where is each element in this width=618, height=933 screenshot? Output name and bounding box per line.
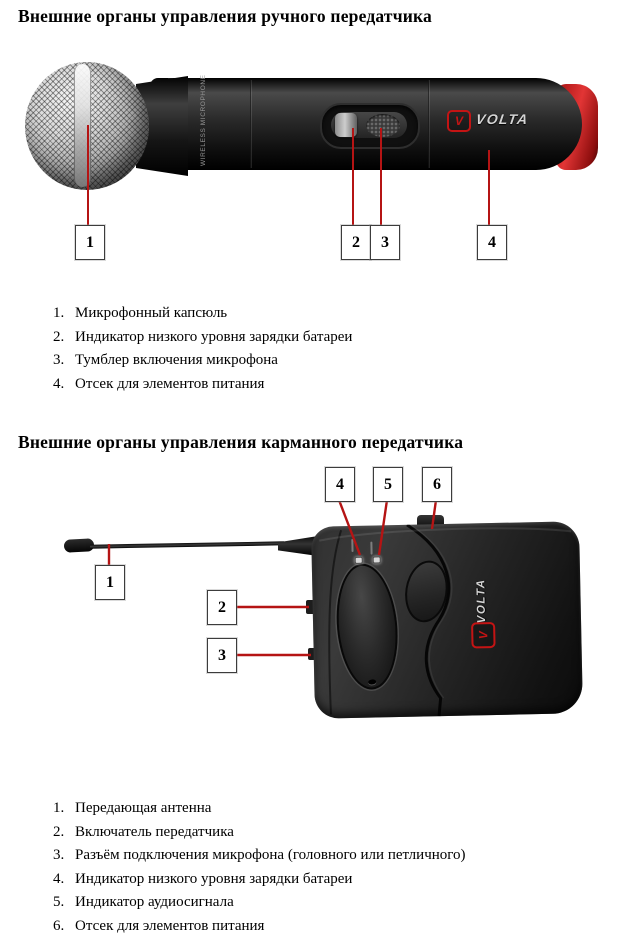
volta-emblem-icon: V (447, 110, 471, 132)
section-title-handheld: Внешние органы управления ручного передатчика (18, 6, 433, 26)
callout-box-2: 2 (341, 225, 371, 260)
legend-item: 4. Индикатор низкого уровня зарядки батареи (68, 868, 466, 892)
legend-item: 1. Микрофонный капсюль (68, 302, 352, 326)
callout-box-1: 1 (75, 225, 105, 260)
callout-box-1: 1 (95, 565, 125, 600)
callout-box-6: 6 (422, 467, 452, 502)
legend-item: 2. Индикатор низкого уровня зарядки батареи (68, 326, 352, 350)
callout-line-1 (87, 125, 89, 225)
callout-box-3: 3 (207, 638, 237, 673)
callout-line-2 (352, 128, 354, 225)
mic-handle (150, 74, 582, 170)
battery-compartment-seam (428, 80, 430, 168)
power-switch-panel (320, 103, 420, 149)
callout-box-5: 5 (373, 467, 403, 502)
callout-box-4: 4 (325, 467, 355, 502)
legend-item: 3. Разъём подключения микрофона (головного или петличного) (68, 844, 466, 868)
legend-item: 5. Индикатор аудиосигнала (68, 891, 466, 915)
bodypack-callout-lines (0, 460, 618, 740)
mic-seam-line (250, 80, 252, 168)
section-title-bodypack: Внешние органы управления карманного передатчика (18, 432, 464, 452)
callout-box-3: 3 (370, 225, 400, 260)
legend-bodypack (42, 797, 466, 933)
legend-item: 2. Включатель передатчика (68, 821, 466, 845)
mic-side-text: WIRELESS MICROPHONE (200, 74, 207, 166)
legend-item: 3. Тумблер включения микрофона (68, 349, 352, 373)
legend-item: 1. Передающая антенна (68, 797, 466, 821)
volta-emblem-icon: V (471, 622, 496, 648)
legend-handheld (42, 302, 352, 396)
callout-line-3 (380, 128, 382, 225)
callout-box-4: 4 (477, 225, 507, 260)
callout-line-4 (488, 150, 490, 225)
volta-wordmark: VOLTA (474, 111, 530, 127)
legend-item: 6. Отсек для элементов питания (68, 915, 466, 933)
callout-box-2: 2 (207, 590, 237, 625)
battery-indicator-window (366, 114, 400, 137)
volta-wordmark-vertical: VOLTA (475, 578, 489, 624)
legend-item: 4. Отсек для элементов питания (68, 373, 352, 397)
